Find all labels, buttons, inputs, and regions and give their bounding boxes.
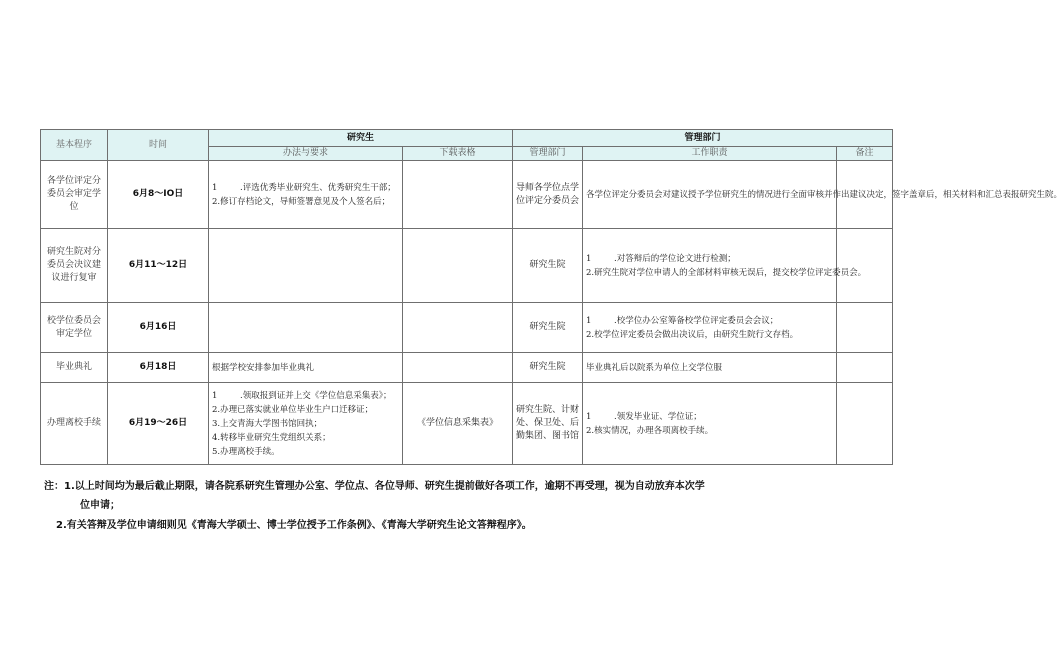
table-row	[41, 303, 893, 353]
cell-remark	[837, 383, 893, 465]
cell-remark	[837, 229, 893, 303]
cell-remark	[837, 303, 893, 353]
list-item: 2.研究生院对学位申请人的全部材料审核无误后，提交校学位评定委员会。	[586, 267, 867, 278]
table-row	[41, 353, 893, 383]
item-text: .校学位办公室筹备校学位评定委员会会议；	[614, 315, 779, 326]
header-remark: 备注	[837, 147, 893, 161]
note-line-1: 注：1.以上时间均为最后截止期限，请各院系研究生管理办公室、学位点、各位导师、研究生提前做好各项工作，逾期不再受理，视为自动放弃本次学	[44, 481, 705, 492]
item-number: 1	[212, 390, 218, 401]
cell-remark	[837, 353, 893, 383]
cell-download	[403, 229, 513, 303]
graduation-schedule-table	[40, 129, 1062, 465]
cell-step: 校学位委员会审定学位	[41, 303, 108, 353]
list-item: 2.校学位评定委员会做出决议后，由研究生院行文存档。	[586, 329, 799, 340]
cell-download	[403, 303, 513, 353]
list-item: 4.转移毕业研究生党组织关系；	[212, 432, 331, 443]
cell-method	[209, 303, 403, 353]
table-row	[41, 229, 893, 303]
list-item: 根据学校安排参加毕业典礼	[212, 362, 315, 373]
cell-step: 办理离校手续	[41, 383, 108, 465]
item-text: .领发毕业证、学位证；	[614, 411, 702, 422]
list-item	[212, 389, 399, 403]
item-number: 1	[586, 253, 592, 264]
cell-method	[209, 383, 403, 465]
list-item	[586, 252, 833, 266]
cell-step: 研究生院对分委员会决议建议进行复审	[41, 229, 108, 303]
cell-dept: 研究生院、计财处、保卫处、后勤集团、图书馆	[513, 383, 583, 465]
item-text: .对答辩后的学位论文进行检测；	[614, 253, 736, 264]
cell-dept: 导师各学位点学位评定分委员会	[513, 161, 583, 229]
list-item: 各学位评定分委员会对建议授予学位研究生的情况进行全面审核并作出建议决定，签字盖章后，相关材料和汇总表报研究生院。	[586, 189, 1062, 200]
table-row	[41, 383, 893, 465]
cell-download	[403, 353, 513, 383]
header-time: 时间	[108, 130, 209, 161]
cell-duty	[583, 353, 837, 383]
cell-method	[209, 353, 403, 383]
cell-time: 6月18日	[108, 353, 209, 383]
item-text: .评选优秀毕业研究生、优秀研究生干部；	[240, 182, 396, 193]
item-number: 1	[586, 411, 592, 422]
item-number: 1	[586, 315, 592, 326]
cell-time: 6月16日	[108, 303, 209, 353]
cell-download: 《学位信息采集表》	[403, 383, 513, 465]
cell-download	[403, 161, 513, 229]
header-mgmt-group: 管理部门	[513, 130, 893, 147]
cell-time: 6月19～26日	[108, 383, 209, 465]
cell-time: 6月11～12日	[108, 229, 209, 303]
list-item: 5.办理离校手续。	[212, 446, 280, 457]
header-student-group: 研究生	[209, 130, 513, 147]
note-line-2: 2.有关答辩及学位申请细则见《青海大学硕士、博士学位授予工作条例》、《青海大学研究生论文答辩程序》。	[56, 520, 532, 531]
cell-dept: 研究生院	[513, 229, 583, 303]
header-method: 办法与要求	[209, 147, 403, 161]
list-item: 2.办理已落实就业单位毕业生户口迁移证；	[212, 404, 374, 415]
header-step: 基本程序	[41, 130, 108, 161]
header-download: 下载表格	[403, 147, 513, 161]
cell-duty	[583, 161, 1062, 229]
cell-duty	[583, 303, 837, 353]
item-text: .领取报到证并上交《学位信息采集表》；	[240, 390, 392, 401]
table-row	[41, 161, 893, 229]
list-item: 2.核实情况，办理各项离校手续。	[586, 425, 714, 436]
list-item	[586, 314, 833, 328]
list-item	[212, 181, 399, 195]
cell-step: 各学位评定分委员会审定学位	[41, 161, 108, 229]
item-number: 1	[212, 182, 218, 193]
header-row-groups	[41, 130, 893, 147]
cell-method	[209, 161, 403, 229]
note-line-1-continued: 位申请；	[80, 500, 120, 511]
list-item	[586, 410, 833, 424]
cell-method	[209, 229, 403, 303]
header-duty: 工作职责	[583, 147, 837, 161]
cell-step: 毕业典礼	[41, 353, 108, 383]
header-dept: 管理部门	[513, 147, 583, 161]
list-item: 2.修订存档论文，导师签署意见及个人签名后；	[212, 196, 391, 207]
list-item: 3.上交青海大学图书馆回执；	[212, 418, 323, 429]
cell-time: 6月8～IO日	[108, 161, 209, 229]
cell-dept: 研究生院	[513, 353, 583, 383]
list-item: 毕业典礼后以院系为单位上交学位服	[586, 362, 723, 373]
cell-duty	[583, 383, 837, 465]
cell-dept: 研究生院	[513, 303, 583, 353]
cell-duty	[583, 229, 867, 303]
